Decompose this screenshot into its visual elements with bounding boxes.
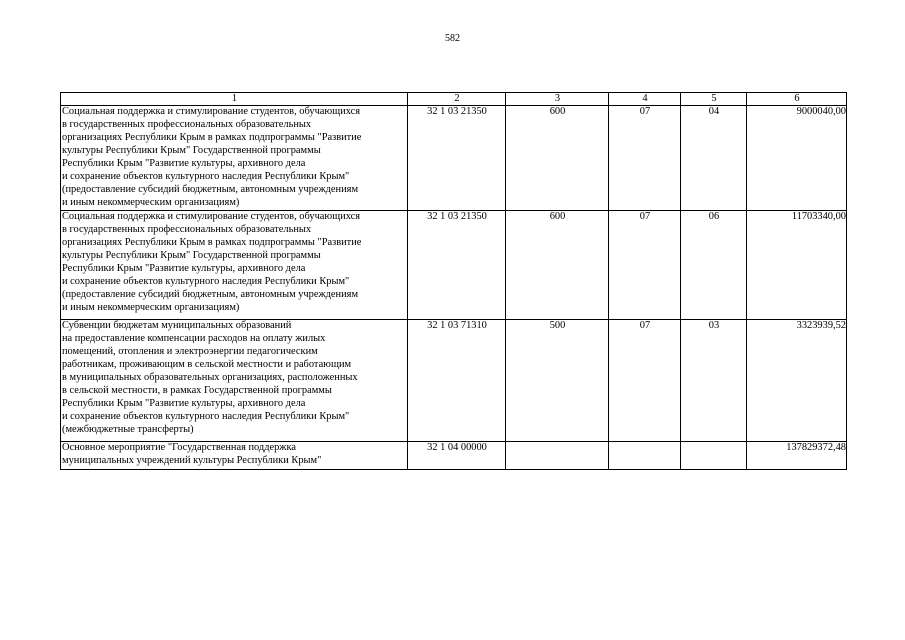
table-header-row [61,93,847,106]
row-col3: 600 [506,106,609,211]
row-code: 32 1 04 00000 [408,442,506,470]
row-amount: 137829372,48 [747,442,847,470]
header-col-4: 4 [609,93,681,106]
row-amount: 11703340,00 [747,211,847,320]
row-col5: 04 [681,106,747,211]
header-col-3: 3 [506,93,609,106]
header-col-6: 6 [747,93,847,106]
page-number: 582 [445,33,460,44]
row-col5 [681,442,747,470]
row-description: Социальная поддержка и стимулирование студентов, обучающихся в государственных профессиональных образовательных организациях Республики Крым в рамках подпрограммы "Развитие культуры Республики Крым" Государственной программы Республики Крым "Развитие культуры, архивного дела и сохранение объектов культурного наследия Республики Крым" (предоставление субсидий бюджетным, автономным учреждениям и иным некоммерческим организациям) [61,106,408,211]
row-col5: 06 [681,211,747,320]
row-col3: 600 [506,211,609,320]
row-col4: 07 [609,320,681,442]
row-amount: 3323939,52 [747,320,847,442]
header-col-5: 5 [681,93,747,106]
row-col5: 03 [681,320,747,442]
row-code: 32 1 03 21350 [408,211,506,320]
row-col4: 07 [609,211,681,320]
row-col4: 07 [609,106,681,211]
row-description: Субвенции бюджетам муниципальных образований на предоставление компенсации расходов на оплату жилых помещений, отопления и электроэнергии педагогическим работникам, проживающим в сельской местности и работающим в муниципальных образовательных организациях, расположенных в сельской местности, в рамках Государственной программы Республики Крым "Развитие культуры, архивного дела и сохранение объектов культурного наследия Республики Крым" (межбюджетные трансферты) [61,320,408,442]
row-code: 32 1 03 21350 [408,106,506,211]
row-description: Социальная поддержка и стимулирование студентов, обучающихся в государственных профессиональных образовательных организациях Республики Крым в рамках подпрограммы "Развитие культуры Республики Крым" Государственной программы Республики Крым "Развитие культуры, архивного дела и сохранение объектов культурного наследия Республики Крым" (предоставление субсидий бюджетным, автономным учреждениям и иным некоммерческим организациям) [61,211,408,320]
row-col4 [609,442,681,470]
row-amount: 9000040,00 [747,106,847,211]
header-col-1: 1 [61,93,408,106]
table-row [61,442,847,470]
table-row [61,211,847,320]
header-col-2: 2 [408,93,506,106]
row-col3 [506,442,609,470]
row-description: Основное мероприятие "Государственная поддержка муниципальных учреждений культуры Республики Крым" [61,442,408,470]
row-col3: 500 [506,320,609,442]
table-row [61,320,847,442]
row-code: 32 1 03 71310 [408,320,506,442]
budget-table [60,92,847,470]
table-row [61,106,847,211]
